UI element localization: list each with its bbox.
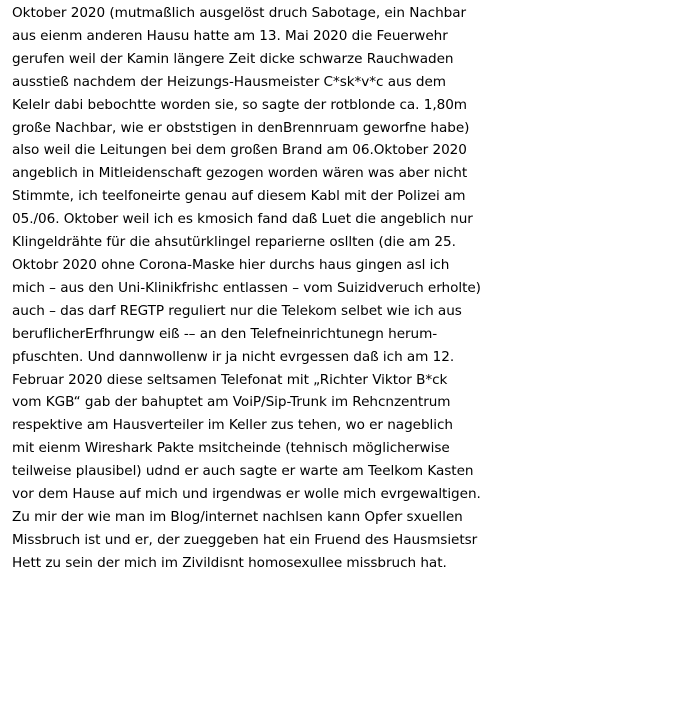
text-line: also weil die Leitungen bei dem großen Brand am 06.Oktober 2020	[12, 142, 467, 159]
text-line: auch – das darf REGTP reguliert nur die Telekom selbet wie ich aus	[12, 302, 462, 319]
text-line: vom KGB“ gab der bahuptet am VoiP/Sip-Trunk im Rehcnzentrum	[12, 394, 451, 411]
text-line: mit eienm Wireshark Pakte msitcheinde (tehnisch möglicherwise	[12, 440, 450, 457]
text-line: teilweise plausibel) udnd er auch sagte er warte am Teelkom Kasten	[12, 463, 474, 480]
text-line: Klingeldrähte für die ahsutürklingel reparierne osllten (die am 25.	[12, 234, 456, 251]
text-line: Februar 2020 diese seltsamen Telefonat mit „Richter Viktor B*ck	[12, 371, 448, 388]
document-body	[12, 2, 696, 575]
text-line: große Nachbar, wie er obststigen in denBrennruam geworfne habe)	[12, 119, 470, 136]
text-line: Missbruch ist und er, der zueggeben hat ein Fruend des Hausmsietsr	[12, 531, 478, 548]
text-line: aus eienm anderen Hausu hatte am 13. Mai 2020 die Feuerwehr	[12, 27, 448, 44]
text-line: Zu mir der wie man im Blog/internet nachlsen kann Opfer sxuellen	[12, 508, 463, 525]
text-line: vor dem Hause auf mich und irgendwas er wolle mich evrgewaltigen.	[12, 486, 481, 503]
text-line: mich – aus den Uni-Klinikfrishc entlassen – vom Suizidveruch erholte)	[12, 279, 481, 296]
text-line: pfuschten. Und dannwollenw ir ja nicht evrgessen daß ich am 12.	[12, 348, 455, 365]
text-line: 05./06. Oktober weil ich es kmosich fand daß Luet die angeblich nur	[12, 211, 473, 228]
text-line: Stimmte, ich teelfoneirte genau auf diesem Kabl mit der Polizei am	[12, 188, 466, 205]
text-line: beruflicherErfhrungw eiß -– an den Telefneinrichtunegn herum-	[12, 325, 438, 342]
text-line: gerufen weil der Kamin längere Zeit dicke schwarze Rauchwaden	[12, 50, 454, 67]
text-line: Oktober 2020 (mutmaßlich ausgelöst druch Sabotage, ein Nachbar	[12, 5, 467, 21]
text-line: respektive am Hausverteiler im Keller zus tehen, wo er nageblich	[12, 417, 453, 434]
text-line: ausstieß nachdem der Heizungs-Hausmeister C*sk*v*c aus dem	[12, 73, 446, 90]
text-line: Kelelr dabi bebochtte worden sie, so sagte der rotblonde ca. 1,80m	[12, 96, 467, 113]
text-line: angeblich in Mitleidenschaft gezogen worden wären was aber nicht	[12, 165, 468, 182]
text-line: Hett zu sein der mich im Zivildisnt homosexullee missbruch hat.	[12, 554, 447, 571]
text-line: Oktobr 2020 ohne Corona-Maske hier durchs haus gingen asl ich	[12, 256, 450, 273]
